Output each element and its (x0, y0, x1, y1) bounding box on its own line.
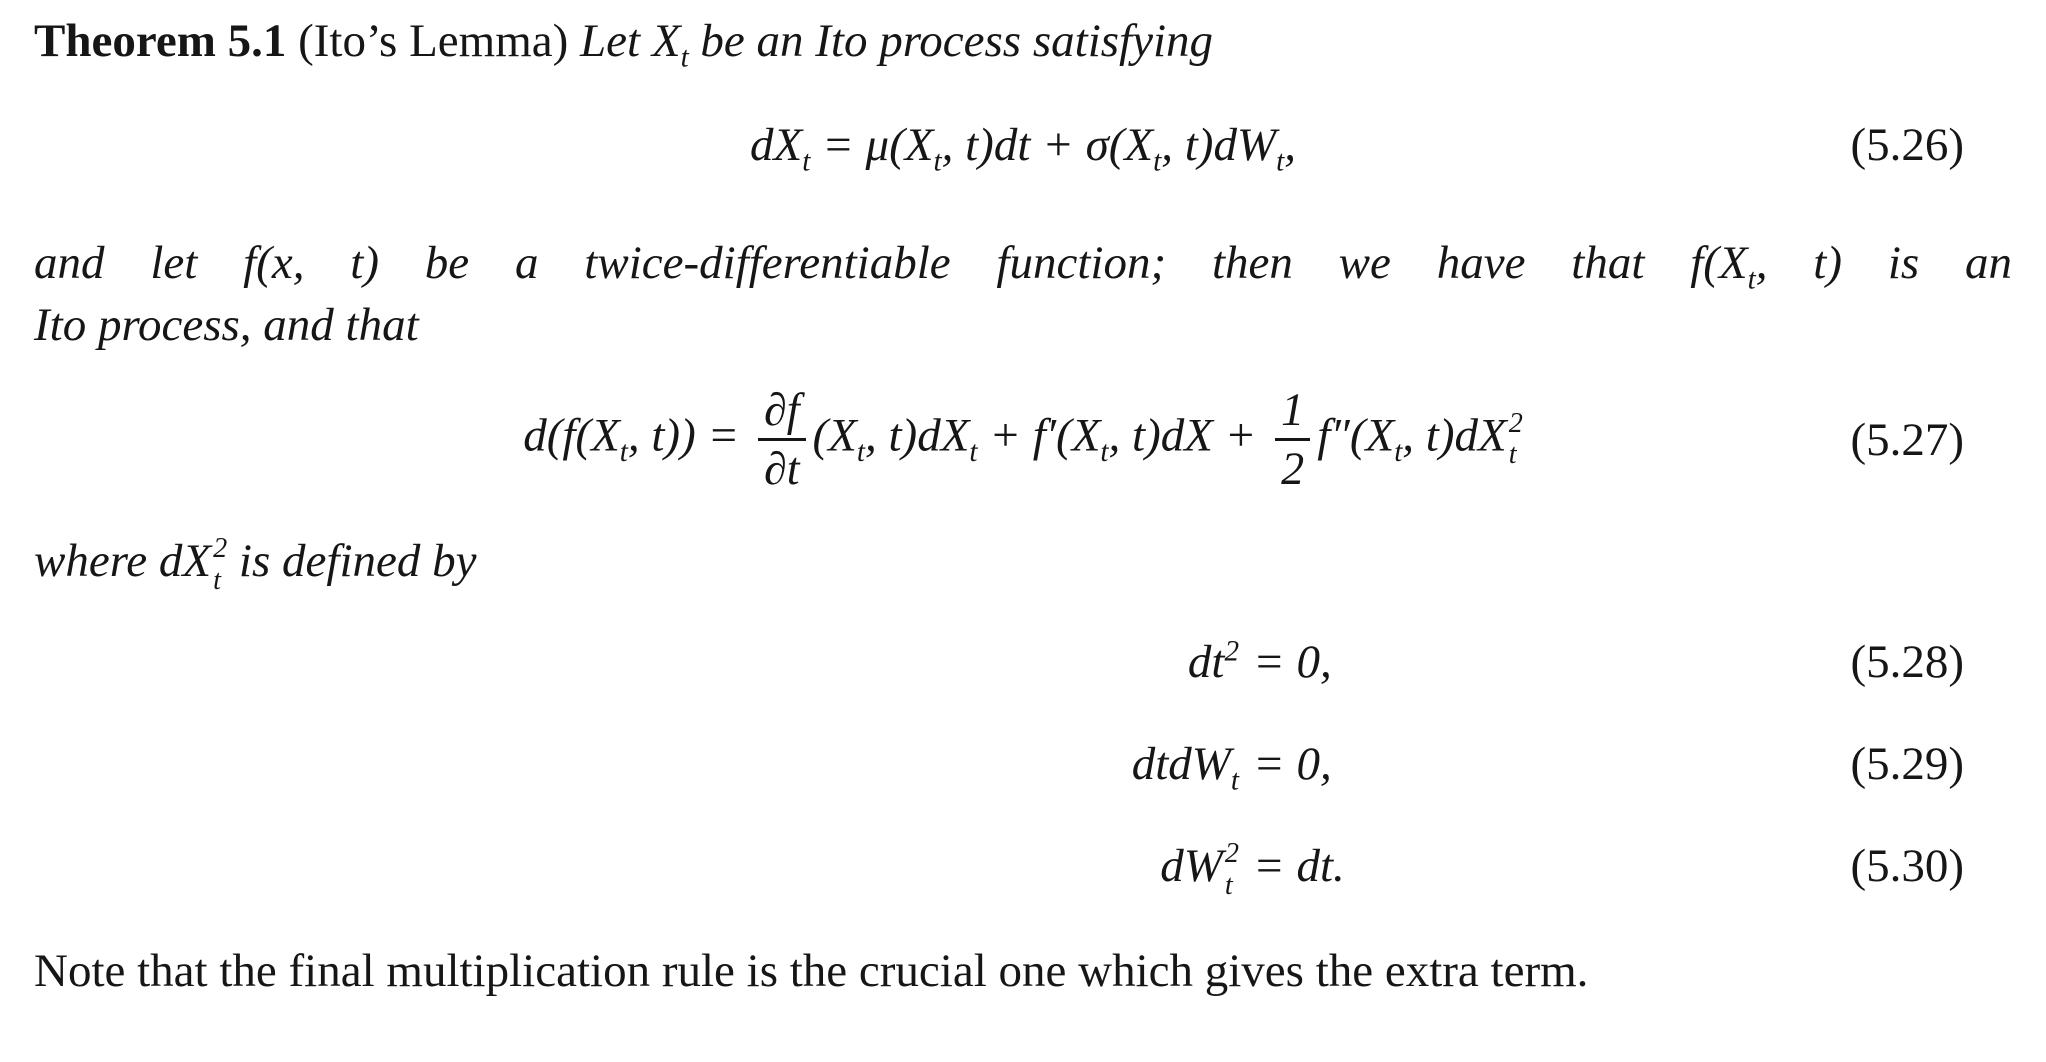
display-equation-5-28 (34, 631, 2012, 693)
theorem-label: Theorem 5.1 (34, 15, 287, 67)
equation-5-26-number: (5.26) (1850, 119, 1964, 172)
equation-5-27-body: $d(f(X_t$, t)) = $\frac{\partial f}{\partial t}$ ($X_t$, $t)dX_t + f'(X_t$, t)dX + $\frac{1}{2}$ $f''(X_t$, t)dX 2 t (523, 384, 1523, 495)
equation-5-28-rhs: = 0, (1253, 635, 1332, 688)
display-equation-5-26 (34, 102, 2012, 188)
equation-5-29-lhs: dtdW$_t$ (1131, 737, 1239, 797)
equation-5-30-number: (5.30) (1850, 839, 1964, 892)
theorem-heading (34, 10, 2012, 72)
display-equation-5-29 (34, 733, 2012, 795)
display-equation-5-30 (34, 835, 2012, 900)
theorem-lead-text: Let $X_t$ be an Ito process satisfying (580, 15, 1214, 74)
theorem-name: (Ito’s Lemma) (298, 15, 569, 67)
equation-5-30-rhs: = dt. (1253, 839, 1345, 892)
paragraph-line-2: Ito process, and that (34, 299, 419, 352)
where-clause: where dX 2 t is defined by (34, 533, 477, 596)
equation-5-28-lhs: $dt^2$ (1187, 635, 1239, 688)
equation-5-27-number: (5.27) (1850, 413, 1964, 466)
textbook-page (34, 10, 2012, 1002)
display-equation-5-27 (34, 380, 2012, 500)
equation-5-28-number: (5.28) (1850, 635, 1964, 688)
closing-note: Note that the final multiplication rule is the crucial one which gives the extra term. (34, 944, 1589, 997)
equation-5-29-rhs: = 0, (1253, 737, 1332, 790)
equation-5-29-number: (5.29) (1850, 737, 1964, 790)
equation-array (34, 631, 2012, 900)
equation-5-30-lhs: dW 2 t (1160, 838, 1239, 901)
equation-5-26-body: $dX_t = \mu(X_t$, $t)dt + \sigma(X_t$, $t)dW_t$, (750, 119, 1296, 178)
paragraph-line-1: and let f(x, t) be a twice-differentiable function; then we have that $f(X_t$, t) is an (34, 237, 2012, 296)
